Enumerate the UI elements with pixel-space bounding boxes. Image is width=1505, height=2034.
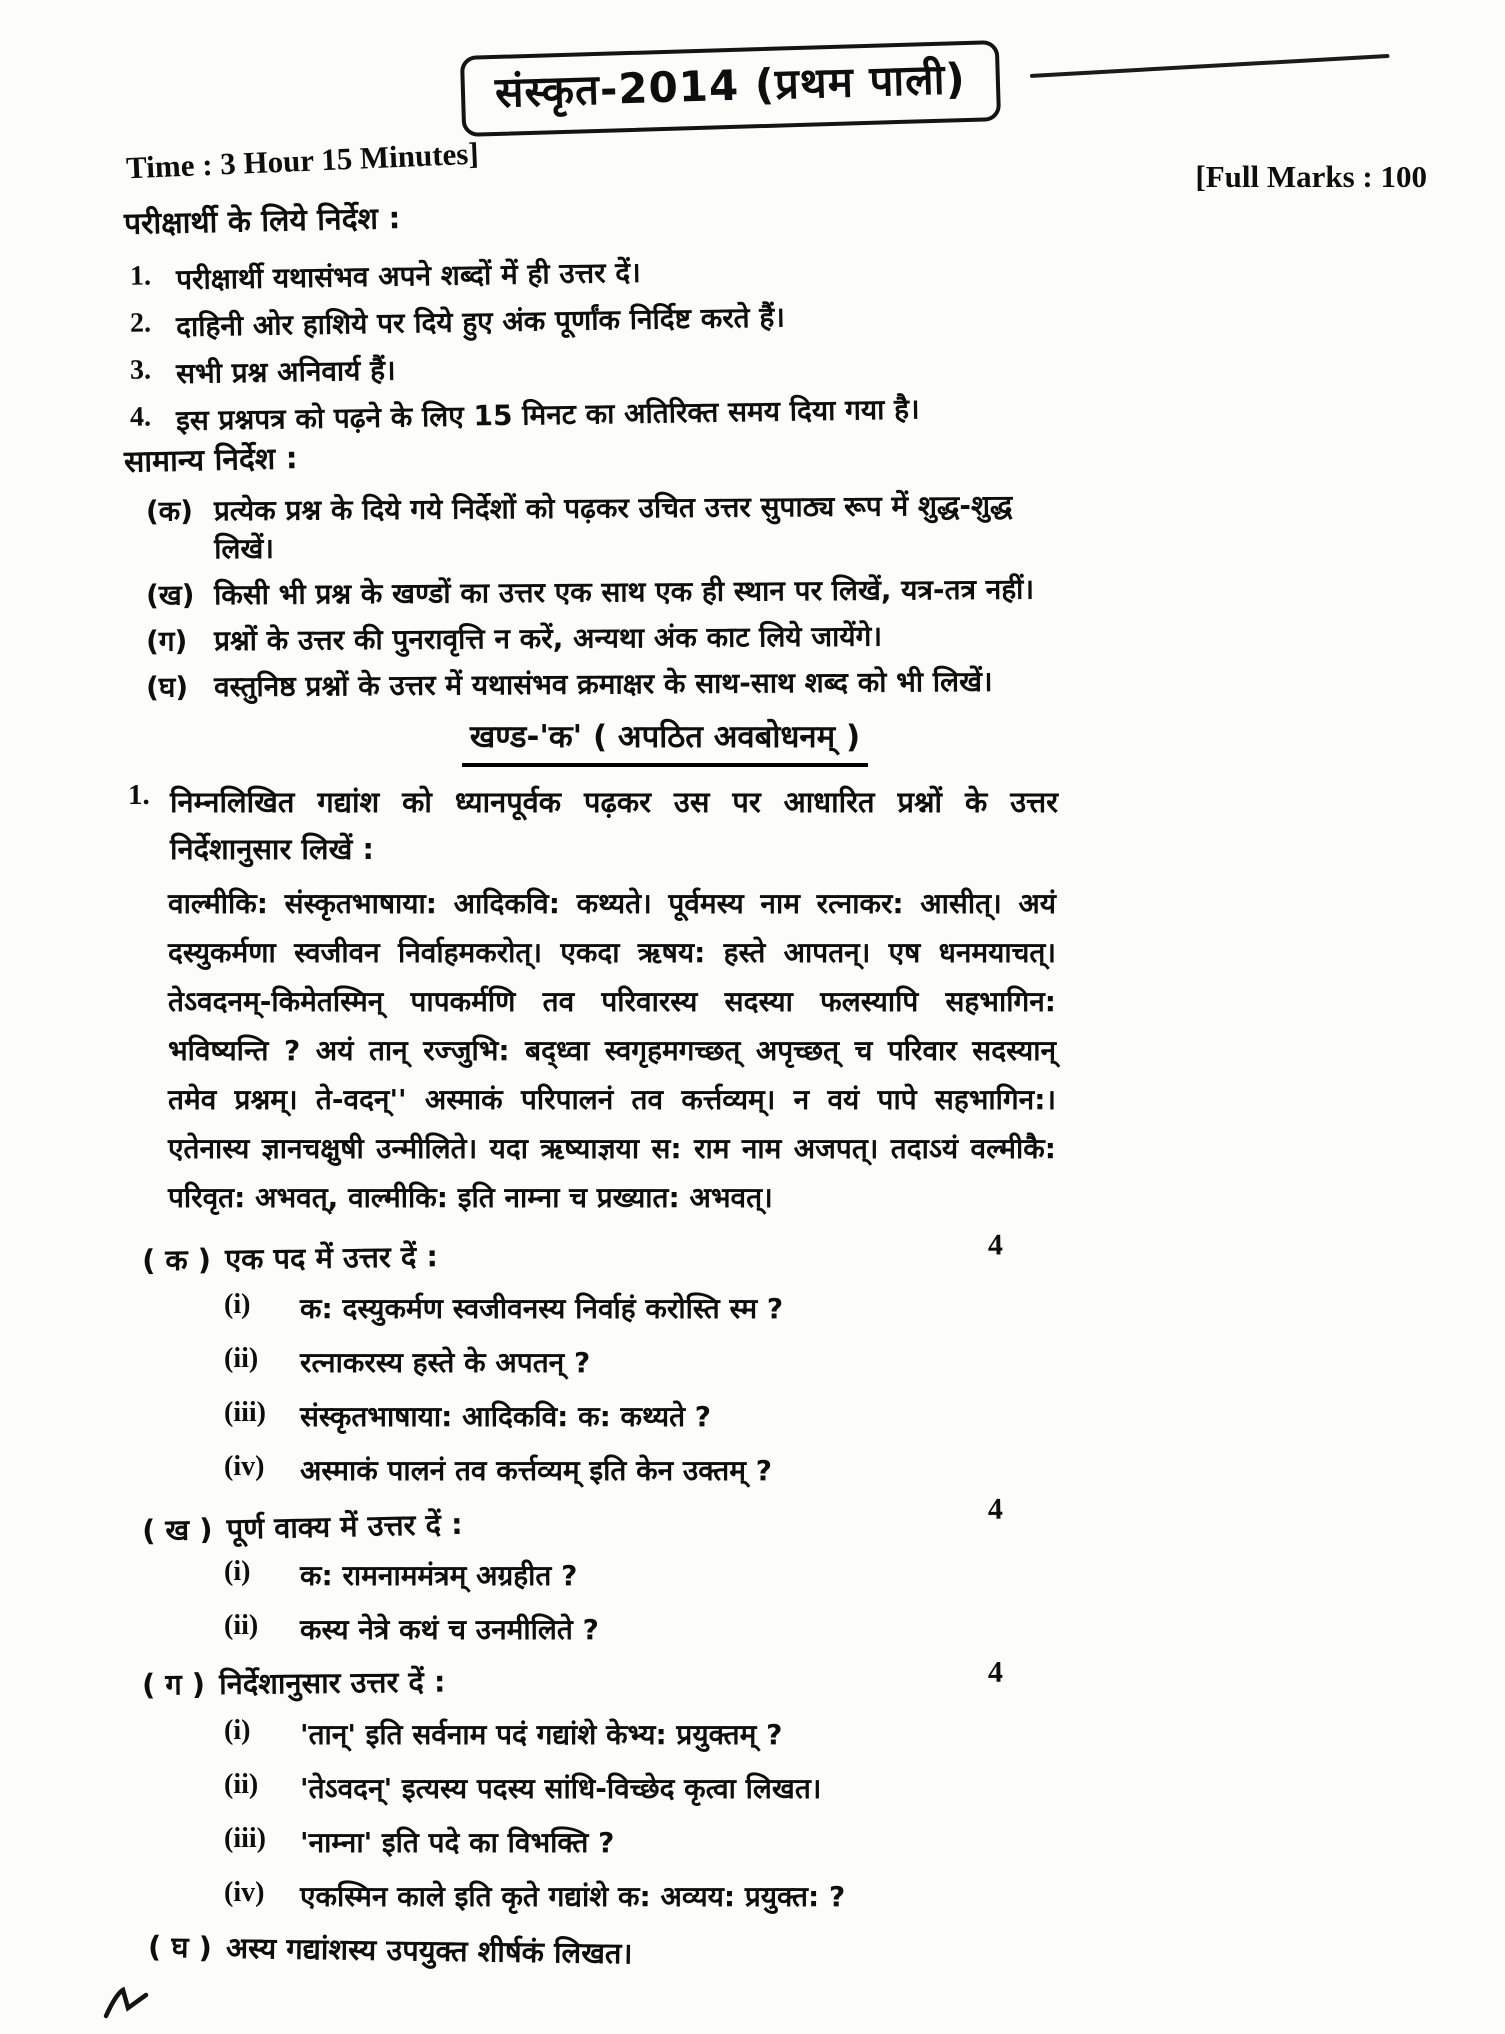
sub-question-text: क: दस्युकर्मण स्वजीवनस्य निर्वाहं करोस्ति स्म ? [300, 1292, 784, 1325]
general-instructions-heading: सामान्य निर्देश : [123, 441, 299, 480]
general-item-label: (ग) [145, 624, 188, 658]
instruction-text: इस प्रश्नपत्र को पढ़ने के लिए 15 मिनट का अतिरिक्त समय दिया गया है। [175, 392, 920, 438]
part-ga-heading-row [142, 1655, 1058, 1704]
instruction-number: 2. [129, 307, 152, 339]
sub-question-number: (iv) [224, 1877, 265, 1908]
general-instructions-list [145, 487, 1505, 704]
part-label: ( ख ) [141, 1512, 213, 1548]
part-heading: एक पद में उत्तर दें : [224, 1239, 439, 1277]
sub-question-number: (ii) [224, 1343, 259, 1374]
sub-question-text: एकस्मिन काले इति कृते गद्यांशे क: अव्यय: प्रयुक्त: ? [300, 1880, 846, 1913]
instruction-text: सभी प्रश्न अनिवार्य हैं। [175, 353, 396, 391]
time-allowed: Time : 3 Hour 15 Minutes] [125, 135, 480, 186]
instruction-number: 3. [129, 354, 152, 386]
sub-question-number: (iii) [224, 1823, 266, 1854]
part-label: ( घ ) [147, 1929, 213, 1965]
section-heading-wrap [0, 715, 1330, 767]
sub-question [224, 1451, 1058, 1489]
part-label: ( क ) [141, 1242, 212, 1278]
examinee-instructions-list [129, 250, 1505, 438]
marks-value: 4 [987, 1228, 1004, 1262]
part-heading: अस्य गद्यांशस्य उपयुक्त शीर्षकं लिखत। [225, 1930, 633, 1971]
general-item-kha [146, 566, 1505, 613]
general-item-label: (ख) [145, 578, 195, 612]
general-item-ga [146, 612, 1505, 659]
instruction-number: 1. [129, 260, 152, 292]
sub-question-text: रत्नाकरस्य हस्ते के अपतन् ? [300, 1346, 591, 1379]
sub-question-number: (ii) [224, 1769, 259, 1800]
header-row [0, 129, 1505, 195]
question-1-intro-row [128, 779, 1058, 873]
part-ka-heading-row [142, 1228, 1058, 1280]
paper-title: संस्कृत-2014 (प्रथम पाली) [494, 54, 967, 117]
sub-question-text: 'नाम्ना' इति पदे का विभक्ति ? [300, 1826, 615, 1859]
sub-question [224, 1877, 1058, 1915]
full-marks: [Full Marks : 100 [1195, 159, 1427, 194]
question-intro: निम्नलिखित गद्यांश को ध्यानपूर्वक पढ़कर उस पर आधारित प्रश्नों के उत्तर निर्देशानुसार लिखें : [170, 785, 1058, 866]
general-item-ka [146, 482, 1505, 567]
sub-question [224, 1397, 1058, 1435]
sub-question-number: (ii) [224, 1610, 259, 1641]
sub-question-text: अस्माकं पालनं तव कर्त्तव्यम् इति केन उक्तम् ? [300, 1454, 772, 1487]
sub-question [224, 1556, 1058, 1594]
sub-question [224, 1610, 1058, 1648]
instruction-number: 4. [129, 401, 152, 433]
section-heading: खण्ड-'क' ( अपठित अवबोधनम् ) [462, 715, 868, 767]
part-kha-heading-row [142, 1491, 1059, 1549]
sub-question [224, 1769, 1058, 1807]
part-gha-heading-row [148, 1927, 1058, 1979]
sub-question [224, 1289, 1058, 1327]
instruction-text: दाहिनी ओर हाशिये पर दिये हुए अंक पूर्णांक निर्दिष्ट करते हैं। [175, 300, 786, 344]
sub-question-text: 'तान्' इति सर्वनाम पदं गद्यांशे केभ्य: प्रयुक्तम् ? [300, 1718, 783, 1751]
pen-mark [102, 1986, 150, 2026]
title-wrap [0, 0, 1505, 129]
part-heading: निर्देशानुसार उत्तर दें : [218, 1664, 446, 1701]
marks-value: 4 [987, 1492, 1004, 1526]
part-ka [128, 1228, 1058, 1489]
general-item-text: प्रत्येक प्रश्न के दिये गये निर्देशों को पढ़कर उचित उत्तर सुपाठ्य रूप में शुद्ध-शुद्ध लिखें। [213, 488, 1013, 566]
part-gha [128, 1929, 1058, 1972]
paper-title-box [460, 40, 1001, 137]
general-item-label: (घ) [145, 670, 189, 704]
instruction-text: परीक्षार्थी यथासंभव अपने शब्दों में ही उत्तर दें। [175, 255, 641, 297]
marks-value: 4 [987, 1655, 1004, 1689]
examinee-instructions-heading: परीक्षार्थी के लिये निर्देश : [123, 201, 401, 242]
general-item-text: वस्तुनिष्ठ प्रश्नों के उत्तर में यथासंभव क्रमाक्षर के साथ-साथ शब्द को भी लिखें। [213, 664, 993, 704]
question-1 [128, 779, 1058, 1972]
part-ga [128, 1655, 1058, 1915]
sub-question [224, 1823, 1058, 1861]
unseen-passage: वाल्मीकि: संस्कृतभाषाया: आदिकवि: कथ्यते। पूर्वमस्य नाम रत्नाकर: आसीत्। अयं दस्युकर्मणा स्वजीवन निर्वाहमकरोत्। एकदा ऋषय: हस्ते आपतन्। एष धनमयाचत्। तेऽवदनम्-किमेतस्मिन् पापकर्मणि तव परिवारस्य सदस्या फलस्यापि सहभागिन: भविष्यन्ति ? अयं तान् रज्जुभि: बद्ध्वा स्वगृहमगच्छत् अपृच्छत् च परिवार सदस्यान् तमेव प्रश्नम्। ते-वदन्'' अस्माकं परिपालनं तव कर्त्तव्यम्। न वयं पापे सहभागिन:। एतेनास्य ज्ञानचक्षुषी उन्मीलिते। यदा ऋष्याज्ञया स: राम नाम अजपत्। तदाऽयं वल्मीकै: परिवृत: अभवत्, वाल्मीकि: इति नाम्ना च प्रख्यात: अभवत्। [168, 887, 1056, 1214]
general-item-text: प्रश्नों के उत्तर की पुनरावृत्ति न करें, अन्यथा अंक काट लिये जायेंगे। [213, 619, 883, 658]
sub-question-number: (iv) [224, 1451, 265, 1482]
sub-question-number: (i) [224, 1556, 251, 1587]
sub-question-number: (iii) [224, 1397, 266, 1428]
sub-question-text: क: रामनाममंत्रम् अग्रहीत ? [300, 1559, 578, 1592]
sub-question-text: संस्कृतभाषाया: आदिकवि: क: कथ्यते ? [300, 1400, 712, 1433]
part-heading: पूर्ण वाक्य में उत्तर दें : [226, 1506, 463, 1546]
sub-question-number: (i) [224, 1289, 251, 1320]
sub-question-text: 'तेऽवदन्' इत्यस्य पदस्य सांधि-विच्छेद कृत्वा लिखत। [300, 1772, 822, 1805]
question-number: 1. [128, 779, 150, 811]
sub-question [224, 1343, 1058, 1381]
part-kha [128, 1492, 1058, 1648]
sub-question-number: (i) [224, 1715, 251, 1746]
sub-question [224, 1715, 1058, 1753]
general-item-gha [146, 658, 1505, 705]
general-item-text: किसी भी प्रश्न के खण्डों का उत्तर एक साथ एक ही स्थान पर लिखें, यत्र-तत्र नहीं। [213, 572, 1035, 612]
part-label: ( ग ) [141, 1667, 206, 1702]
general-item-label: (क) [145, 494, 194, 528]
sub-question-text: कस्य नेत्रे कथं च उनमीलिते ? [300, 1613, 599, 1646]
